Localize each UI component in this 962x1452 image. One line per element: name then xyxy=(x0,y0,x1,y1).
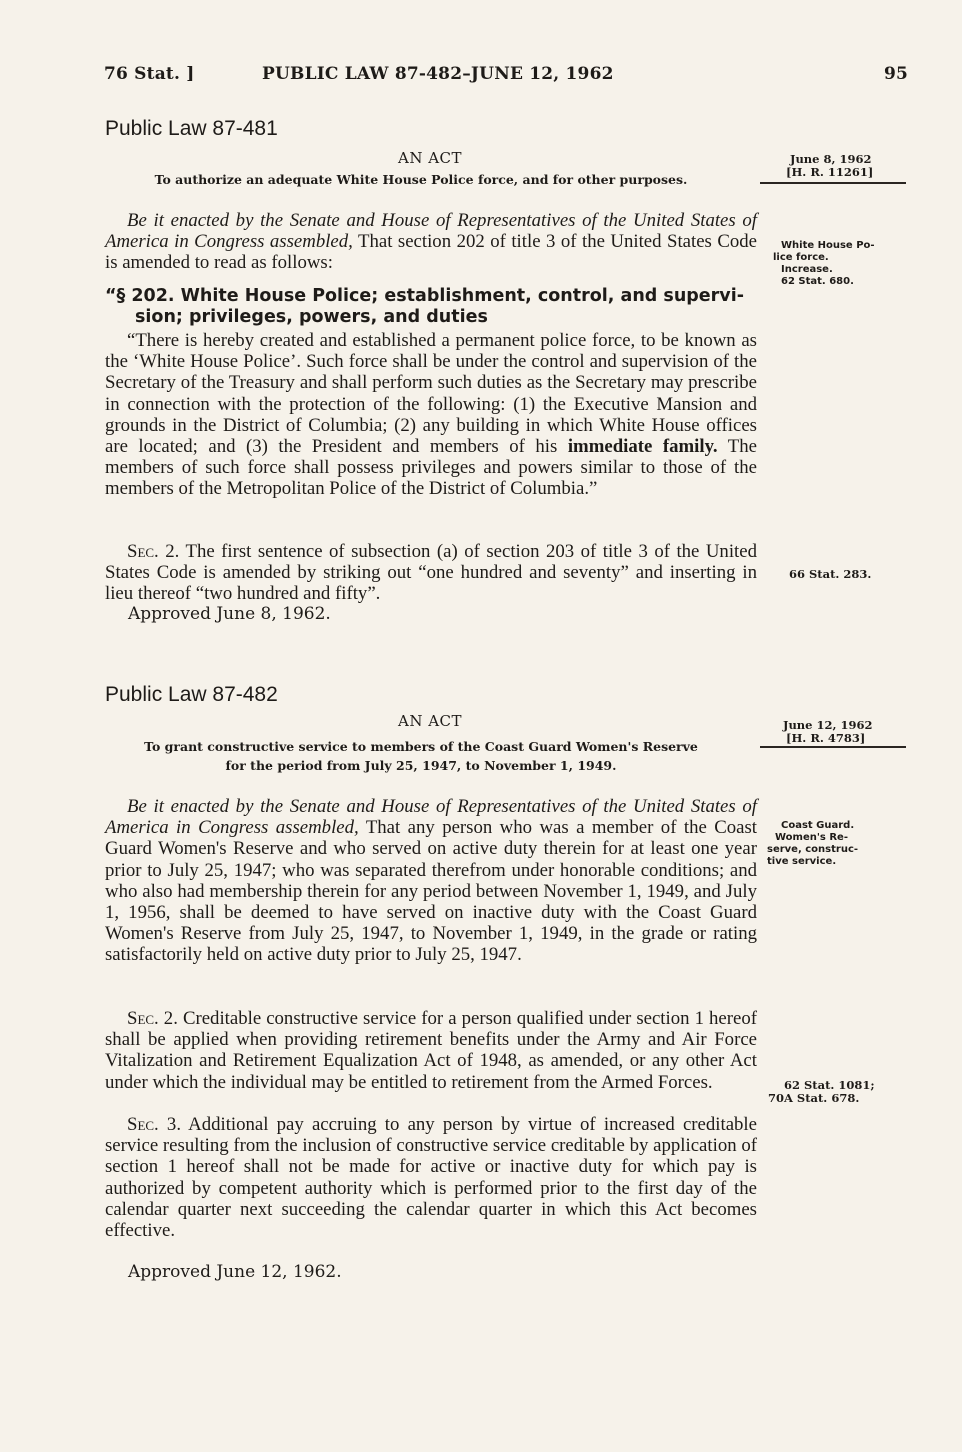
side-note-62-stat xyxy=(768,1078,875,1105)
margin-rule xyxy=(760,746,906,748)
sec-2-paragraph-87-482 xyxy=(105,1008,757,1093)
section-text-a: “There is hereby created and established a permanent police force, to be known as the ‘White House Police’. Such force shall be under the control and supervision of the Secretary of the Treasury and shall perform such duties as the Secretary may prescribe in connection with the protection of the following: (1) the Executive Mansion and grounds in the District of Columbia; (2) any building in which White House offices are located; and (3) the President and members of his xyxy=(105,330,757,458)
enacting-clause: Be it enacted by the Senate and House of Representatives of the United States of America in Congress assembled, xyxy=(105,796,757,839)
approved-87-482: Approved June 12, 1962. xyxy=(128,1262,342,1282)
law-number-87-481: Public Law 87-481 xyxy=(105,117,278,140)
side-note-line: 62 Stat. 1081; xyxy=(784,1078,875,1092)
sec-text: Additional pay accruing to any person by virtue of increased creditable service resulting from the inclusion of constructive service creditable by application of section 1 hereof shall not be made for active or inactive duty for which pay is authorized by competent authority which is performed prior to the first day of the calendar quarter next succeeding the calendar quarter in which this Act becomes effective. xyxy=(105,1114,757,1242)
side-note-line: tive service. xyxy=(767,856,837,867)
section-202-heading xyxy=(105,286,757,328)
side-note-line: lice force. xyxy=(773,252,829,263)
sec-1-text: That any person who was a member of the Coast Guard Women's Reserve and who served on active duty therein for at least one year prior to July 25, 1947; who was separated therefrom under honorable conditions; and who also had membership therein for any period between November 1, 1949, and July 1, 1956, shall be deemed to have served on inactive duty with the Coast Guard Women's Reserve from July 25, 1947, to November 1, 1949, in the grade or rating satisfactorily held on active duty prior to July 25, 1947. xyxy=(105,817,758,966)
section-text-c: The members of such force shall possess privileges and powers similar to those of the members of the Metropolitan Police of the District of Columbia.” xyxy=(105,436,757,500)
section-heading-line1: “§ 202. White House Police; establishment, control, and supervi- xyxy=(105,286,744,306)
purpose-clause-87-481: To authorize an adequate White House Police force, and for other purposes. xyxy=(154,172,688,187)
approved-87-481: Approved June 8, 1962. xyxy=(128,604,331,624)
act-heading-87-482: AN ACT xyxy=(398,712,463,730)
side-note-line: Increase. xyxy=(781,264,833,275)
sec-2-paragraph-87-481 xyxy=(105,541,757,605)
purpose-line: for the period from July 25, 1947, to November 1, 1949. xyxy=(225,758,617,773)
section-202-text xyxy=(105,330,757,500)
running-head-volume: 76 Stat. ] xyxy=(104,64,195,84)
side-note-line: 62 Stat. 680. xyxy=(781,276,854,287)
margin-rule xyxy=(760,182,906,184)
margin-date-87-481: June 8, 1962 xyxy=(790,152,872,166)
side-note-white-house-police xyxy=(773,240,875,288)
enacting-rest: That section 202 of title 3 of the United States Code is amended to read as follows: xyxy=(105,231,757,274)
margin-date-87-482: June 12, 1962 xyxy=(783,718,873,732)
sec-text: Creditable constructive service for a person qualified under section 1 hereof shall be applied when providing retirement benefits under the Army and Air Force Vitalization and Retirement Equalization Act of 1948, as amended, or any other Act under which the individual may be entitled to retirement from the Armed Forces. xyxy=(105,1008,757,1093)
act-heading-87-481: AN ACT xyxy=(398,149,463,167)
margin-bill-87-482: [H. R. 4783] xyxy=(786,731,866,745)
side-note-line: serve, construc- xyxy=(767,844,859,855)
sec-text: The first sentence of subsection (a) of section 203 of title 3 of the United States Code is amended by striking out “one hundred and seventy” and inserting in lieu thereof “two hundred and fifty”. xyxy=(105,541,757,605)
side-note-coast-guard xyxy=(767,820,859,868)
enacting-paragraph-87-481 xyxy=(105,210,757,274)
enacting-clause: Be it enacted by the Senate and House of Representatives of the United States of America in Congress assembled, xyxy=(105,210,757,253)
side-note-line: 70A Stat. 678. xyxy=(768,1091,860,1105)
sec-3-paragraph-87-482 xyxy=(105,1114,757,1241)
side-note-66-stat: 66 Stat. 283. xyxy=(789,567,872,581)
page-number: 95 xyxy=(884,64,909,84)
section-heading-line2: sion; privileges, powers, and duties xyxy=(135,307,488,327)
section-text-b: immediate family. xyxy=(567,436,718,458)
sec-label: Sec. 3. xyxy=(127,1114,182,1135)
sec-label: Sec. 2. xyxy=(127,541,180,562)
purpose-clause-87-482 xyxy=(86,737,756,775)
law-number-87-482: Public Law 87-482 xyxy=(105,683,278,706)
sec-label: Sec. 2. xyxy=(127,1008,178,1029)
enacting-paragraph-87-482 xyxy=(105,796,757,966)
side-note-line: Coast Guard. xyxy=(781,820,855,831)
side-note-line: Women's Re- xyxy=(775,832,848,843)
running-head-title: PUBLIC LAW 87-482–JUNE 12, 1962 xyxy=(262,64,614,84)
margin-bill-87-481: [H. R. 11261] xyxy=(786,165,874,179)
purpose-line: To grant constructive service to members of the Coast Guard Women's Reserve xyxy=(144,739,698,754)
side-note-line: White House Po- xyxy=(781,240,875,251)
